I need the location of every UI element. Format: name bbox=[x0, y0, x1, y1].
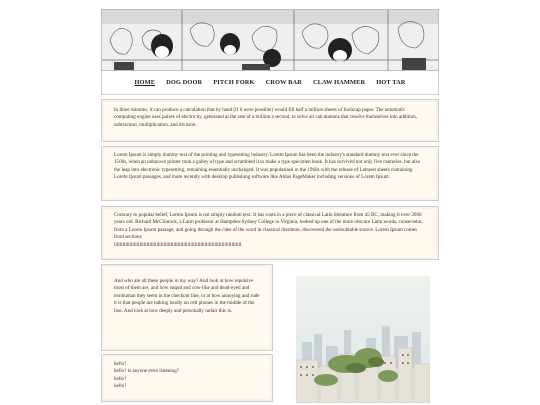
hello-line-1: hello? bbox=[114, 361, 127, 367]
nav-item-home[interactable]: HOME bbox=[134, 79, 156, 86]
nav-item-hot-tar[interactable]: HOT TAR bbox=[376, 79, 406, 86]
lorem-text-1: Lorem Ipsum is simply dummy text of the printing and typesetting industry. Lorem Ipsum has been the industry's standard dummy text ever since the 1500s, when an unknown printer took a galley of type and scrambled it to make a type specimen book. It has survived not only five centuries, but also the leap into electronic typesetting, remaining essentially unchanged. It was popularised in the 1960s with the release of Letraset sheets containing Lorem Ipsum passages, and more recently with desktop publishing software like Aldus PageMaker including versions of Lorem Ipsum. bbox=[114, 152, 421, 181]
hello-line-3: hello? bbox=[114, 375, 127, 382]
intro-text: In three minutes, it can produce a calculation that by hand (if it were possible) would fill half a million sheets of foolscap paper. The automatic computing engine uses pulses of electricity, generated at the rate of a million a second, to solve all calculations that resolve themselves into addition, subtraction, multiplication, and division. bbox=[114, 107, 417, 128]
hello-panel bbox=[101, 354, 273, 402]
nav-item-crow-bar[interactable]: CROW BAR bbox=[265, 79, 302, 86]
hello-line-4: hello? bbox=[114, 383, 127, 390]
lorem-panel-2 bbox=[101, 206, 439, 260]
lorem-panel-1 bbox=[101, 146, 439, 201]
nav-item-claw-hammer[interactable]: CLAW HAMMER bbox=[312, 79, 366, 86]
intro-panel bbox=[101, 99, 439, 142]
city-photo-image bbox=[296, 276, 430, 403]
hello-line-2: hello? is anyone even listening? bbox=[114, 368, 180, 375]
lorem-filler-text: llllllllllllllllllllllllllllllllllllllllllllllllllllllllllllllllllllllllllllllllllllllllll bbox=[114, 241, 242, 248]
lorem-text-2: Contrary to popular belief, Lorem Ipsum is not simply random text. It has roots in a piece of classical Latin literature from 45 BC, making it over 2000 years old. Richard McClintock, a Latin professor at Hampden-Sydney College in Virginia, looked up one of the more obscure Latin words, consectetur, from a Lorem Ipsum passage, and going through the cites of the word in classical literature, discovered the undoubtable source. Lorem Ipsum comes from sections bbox=[114, 212, 423, 241]
nav-item-pitch-fork[interactable]: PITCH FORK bbox=[213, 79, 255, 86]
rant-panel bbox=[101, 264, 273, 351]
nav-item-dog-door[interactable]: DOG DOOR bbox=[166, 79, 203, 86]
city-skyline-photo bbox=[296, 276, 430, 403]
page bbox=[101, 9, 439, 95]
comic-illustration bbox=[102, 10, 439, 71]
main-nav bbox=[101, 71, 439, 95]
rant-text: And who are all these people in my way? And look at how repulsive most of them are, and how stupid and cow-like and dead-eyed and nonhuman they seem in the checkout line, or at how annoying and rude it is that people are talking loudly on cell phones in the middle of the line. And look at how deeply and personally unfair this is. bbox=[114, 278, 260, 314]
header-banner bbox=[101, 9, 439, 71]
